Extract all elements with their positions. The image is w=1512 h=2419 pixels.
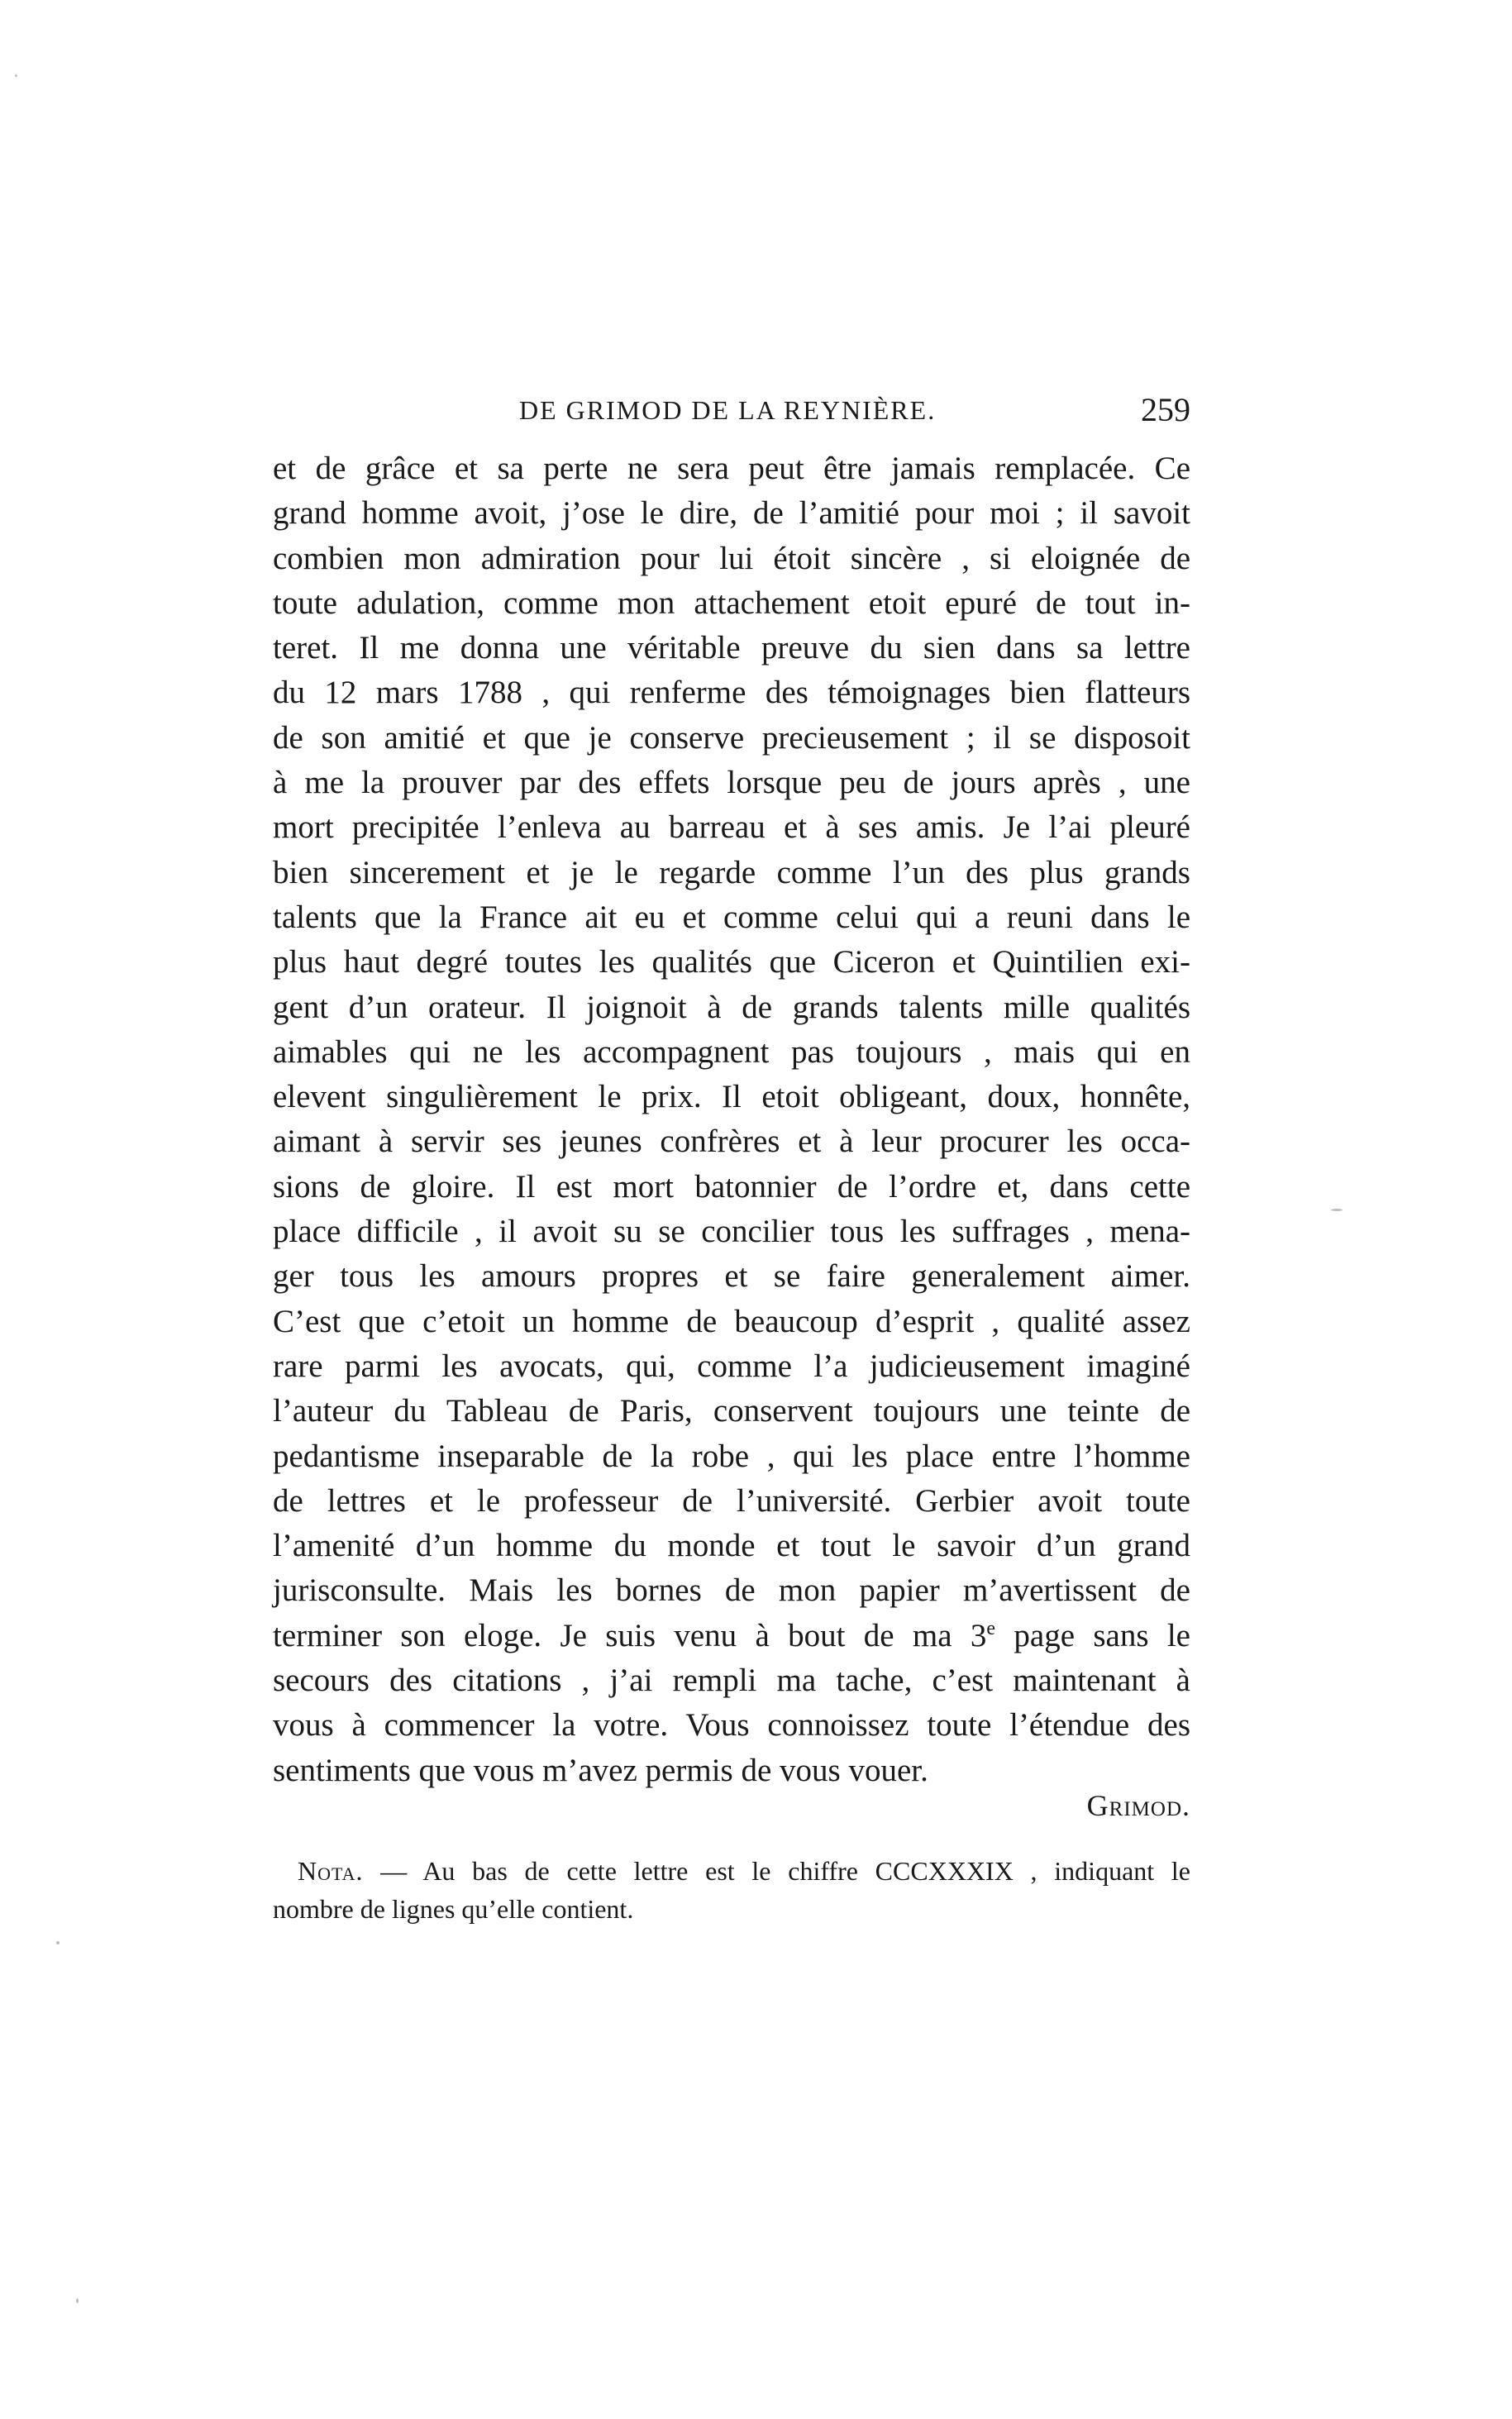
paper-speck	[76, 2298, 79, 2303]
body-line: aimables qui ne les accompagnent pas toujours , mais qui en	[273, 1033, 1190, 1070]
body-line: gent d’un orateur. Il joignoit à de grands talents mille qualités	[273, 989, 1190, 1025]
body-line: pedantisme inseparable de la robe , qui les place entre l’homme	[273, 1438, 1190, 1474]
body-line: place difficile , il avoit su se concilier tous les suffrages , mena-	[273, 1214, 1190, 1250]
running-head: DE GRIMOD DE LA REYNIÈRE.	[519, 395, 937, 425]
footnote-label: Nota.	[298, 1856, 364, 1886]
body-line: de son amitié et que je conserve precieusement ; il se disposoit	[273, 719, 1190, 756]
body-line-continuation: page sans le	[995, 1617, 1190, 1653]
body-line: jurisconsulte. Mais les bornes de mon papier m’avertissent de	[273, 1572, 1190, 1609]
body-line: grand homme avoit, j’ose le dire, de l’amitié pour moi ; il savoit	[273, 495, 1190, 532]
body-line: l’amenité d’un homme du monde et tout le savoir d’un grand	[273, 1528, 1190, 1564]
footnote-dash: —	[363, 1856, 423, 1886]
paper-speck	[15, 74, 17, 77]
footnote	[273, 1852, 1190, 1928]
ordinal-suffix: e	[986, 1617, 996, 1639]
body-line-text: terminer son eloge. Je suis venu à bout de ma 3	[273, 1617, 987, 1653]
footnote-line: nombre de lignes qu’elle contient.	[273, 1894, 634, 1924]
page-header	[273, 390, 1190, 432]
body-line-with-ordinal	[273, 1614, 1190, 1658]
body-line: l’auteur du Tableau de Paris, conservent toujours une teinte de	[273, 1393, 1190, 1429]
body-line: teret. Il me donna une véritable preuve du sien dans sa lettre	[273, 630, 1190, 666]
body-line: secours des citations , j’ai rempli ma tache, c’est maintenant à	[273, 1663, 1190, 1699]
body-line: sentiments que vous m’avez permis de vous vouer.	[273, 1752, 928, 1788]
paper-speck	[1331, 1209, 1343, 1211]
body-line: combien mon admiration pour lui étoit sincère , si eloignée de	[273, 540, 1190, 576]
body-line: de lettres et le professeur de l’université. Gerbier avoit toute	[273, 1482, 1190, 1519]
body-line: à me la prouver par des effets lorsque peu de jours après , une	[273, 765, 1190, 801]
body-line: bien sincerement et je le regarde comme l’un des plus grands	[273, 854, 1190, 890]
paper-speck	[56, 1941, 60, 1944]
body-line: du 12 mars 1788 , qui renferme des témoignages bien flatteurs	[273, 675, 1190, 711]
body-line: rare parmi les avocats, qui, comme l’a judicieusement imaginé	[273, 1348, 1190, 1384]
body-line: plus haut degré toutes les qualités que Ciceron et Quintilien exi-	[273, 944, 1190, 980]
body-line: toute adulation, comme mon attachement etoit epuré de tout in-	[273, 584, 1190, 621]
signature: Grimod.	[1086, 1789, 1190, 1822]
footnote-text: Au bas de cette lettre est le chiffre CCCXXXIX , indiquant le	[422, 1856, 1191, 1886]
body-line: elevent singulièrement le prix. Il etoit obligeant, doux, honnête,	[273, 1079, 1190, 1115]
body-line: aimant à servir ses jeunes confrères et à leur procurer les occa-	[273, 1124, 1190, 1160]
body-line: C’est que c’etoit un homme de beaucoup d’esprit , qualité assez	[273, 1303, 1190, 1339]
footnote-line	[273, 1852, 1190, 1890]
body-line: sions de gloire. Il est mort batonnier de l’ordre et, dans cette	[273, 1168, 1190, 1205]
body-line: vous à commencer la votre. Vous connoissez toute l’étendue des	[273, 1707, 1190, 1744]
body-line: talents que la France ait eu et comme celui qui a reuni dans le	[273, 899, 1190, 935]
body-line: et de grâce et sa perte ne sera peut être jamais remplacée. Ce	[273, 451, 1190, 486]
body-line: ger tous les amours propres et se faire generalement aimer.	[273, 1258, 1190, 1295]
letter-body	[273, 446, 1190, 1793]
body-line: mort precipitée l’enleva au barreau et à ses amis. Je l’ai pleuré	[273, 809, 1190, 846]
page-number: 259	[1141, 391, 1190, 428]
